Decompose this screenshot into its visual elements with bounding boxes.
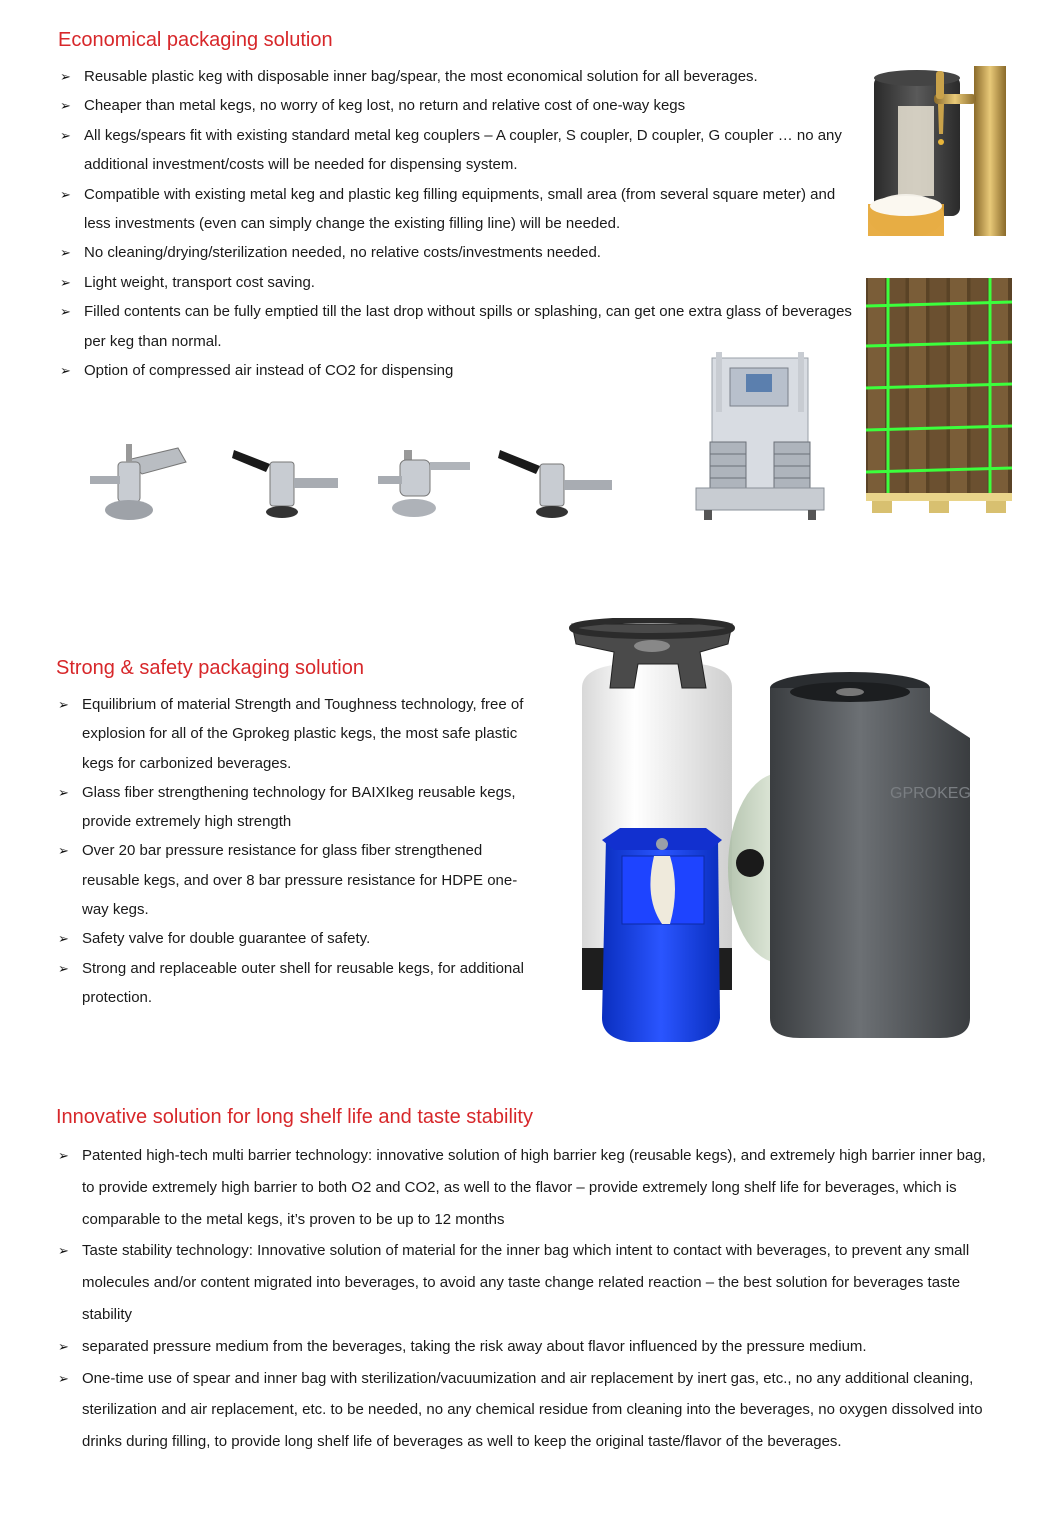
list-item: ➢ Reusable plastic keg with disposable inner bag/spear, the most economical solution for all beverages. — [58, 62, 858, 91]
section-title-strong-safety: Strong & safety packaging solution — [56, 657, 364, 679]
arrow-bullet-icon: ➢ — [58, 1370, 69, 1386]
list-item: ➢ Compatible with existing metal keg and plastic keg filling equipments, small area (from several square meter) and less investments (even can simply change the existing filling line) will be needed. — [58, 180, 858, 239]
list-item: ➢ Safety valve for double guarantee of safety. — [56, 924, 526, 953]
keg-logo-text: GPROKEG — [890, 785, 971, 802]
arrow-bullet-icon: ➢ — [60, 363, 71, 379]
list-item: ➢ Patented high-tech multi barrier technology: innovative solution of high barrier keg (reusable kegs), and extremely high barrier inner bag, to provide extremely high barrier to both O2 and CO2, as well to the flavor – provide extremely long shelf life for beverages, which is comparable to the metal kegs, it’s proven to be up to 12 months — [56, 1140, 1001, 1235]
arrow-bullet-icon: ➢ — [60, 98, 71, 114]
list-item: ➢ Cheaper than metal kegs, no worry of keg lost, no return and relative cost of one-way kegs — [58, 91, 858, 120]
strong-safety-bullet-list — [56, 690, 526, 1012]
arrow-bullet-icon: ➢ — [58, 1338, 69, 1354]
list-item: ➢ Filled contents can be fully emptied till the last drop without spills or splashing, can get one extra glass of beverages per keg than normal. — [58, 297, 858, 356]
arrow-bullet-icon: ➢ — [60, 274, 71, 290]
a-coupler-image — [82, 440, 192, 522]
arrow-bullet-icon: ➢ — [58, 784, 69, 800]
arrow-bullet-icon: ➢ — [60, 186, 71, 202]
list-item: ➢ separated pressure medium from the beverages, taking the risk away about flavor influenced by the pressure medium. — [56, 1331, 1001, 1363]
list-item: ➢ Equilibrium of material Strength and Toughness technology, free of explosion for all of the Gprokeg plastic kegs, the most safe plastic kegs for carbonized beverages. — [56, 690, 526, 778]
section-title-innovative: Innovative solution for long shelf life and taste stability — [56, 1106, 533, 1128]
arrow-bullet-icon: ➢ — [58, 843, 69, 859]
list-item: ➢ Glass fiber strengthening technology for BAIXIkeg reusable kegs, provide extremely high strength — [56, 778, 526, 837]
arrow-bullet-icon: ➢ — [58, 960, 69, 976]
arrow-bullet-icon: ➢ — [60, 127, 71, 143]
pallet-of-kegs-image — [866, 278, 1012, 515]
economical-bullet-list — [58, 62, 858, 385]
list-item: ➢ Option of compressed air instead of CO2 for dispensing — [58, 356, 858, 385]
g-coupler-image — [498, 440, 618, 522]
list-item: ➢ Taste stability technology: Innovative solution of material for the inner bag which intent to contact with beverages, to prevent any small molecules and/or content migrated into beverages, to avoid any taste change related reaction – the best solution for beverages taste stability — [56, 1235, 1001, 1330]
filling-machine-image — [690, 350, 830, 525]
list-item: ➢ One-time use of spear and inner bag with sterilization/vacuumization and air replacement by inert gas, etc., no any additional cleaning, sterilization and air replacement, etc. to be needed, no any chemical residue from cleaning into the beverages, no oxygen dissolved into drinks during filling, to provide long shelf life of beverages as well to keep the original taste/flavor of the beverages. — [56, 1363, 1001, 1458]
s-coupler-image — [230, 440, 344, 522]
arrow-bullet-icon: ➢ — [60, 304, 71, 320]
innovative-bullet-list — [56, 1140, 1001, 1458]
list-item: ➢ All kegs/spears fit with existing standard metal keg couplers – A coupler, S coupler, D coupler, G coupler … no any additional investment/costs will be needed for dispensing system. — [58, 121, 858, 180]
arrow-bullet-icon: ➢ — [60, 245, 71, 261]
arrow-bullet-icon: ➢ — [58, 1243, 69, 1259]
list-item: ➢ Strong and replaceable outer shell for reusable kegs, for additional protection. — [56, 954, 526, 1013]
list-item: ➢ Light weight, transport cost saving. — [58, 268, 858, 297]
arrow-bullet-icon: ➢ — [58, 931, 69, 947]
d-coupler-image — [374, 440, 478, 522]
list-item: ➢ No cleaning/drying/sterilization needed, no relative costs/investments needed. — [58, 238, 858, 267]
section-title-economical: Economical packaging solution — [58, 29, 333, 51]
plastic-kegs-group-image — [560, 618, 1030, 1058]
list-item: ➢ Over 20 bar pressure resistance for glass fiber strengthened reusable kegs, and over 8 bar pressure resistance for HDPE one-way kegs. — [56, 836, 526, 924]
arrow-bullet-icon: ➢ — [58, 1148, 69, 1163]
arrow-bullet-icon: ➢ — [58, 697, 69, 712]
arrow-bullet-icon: ➢ — [60, 69, 71, 84]
keg-tap-beer-image — [866, 66, 1010, 236]
